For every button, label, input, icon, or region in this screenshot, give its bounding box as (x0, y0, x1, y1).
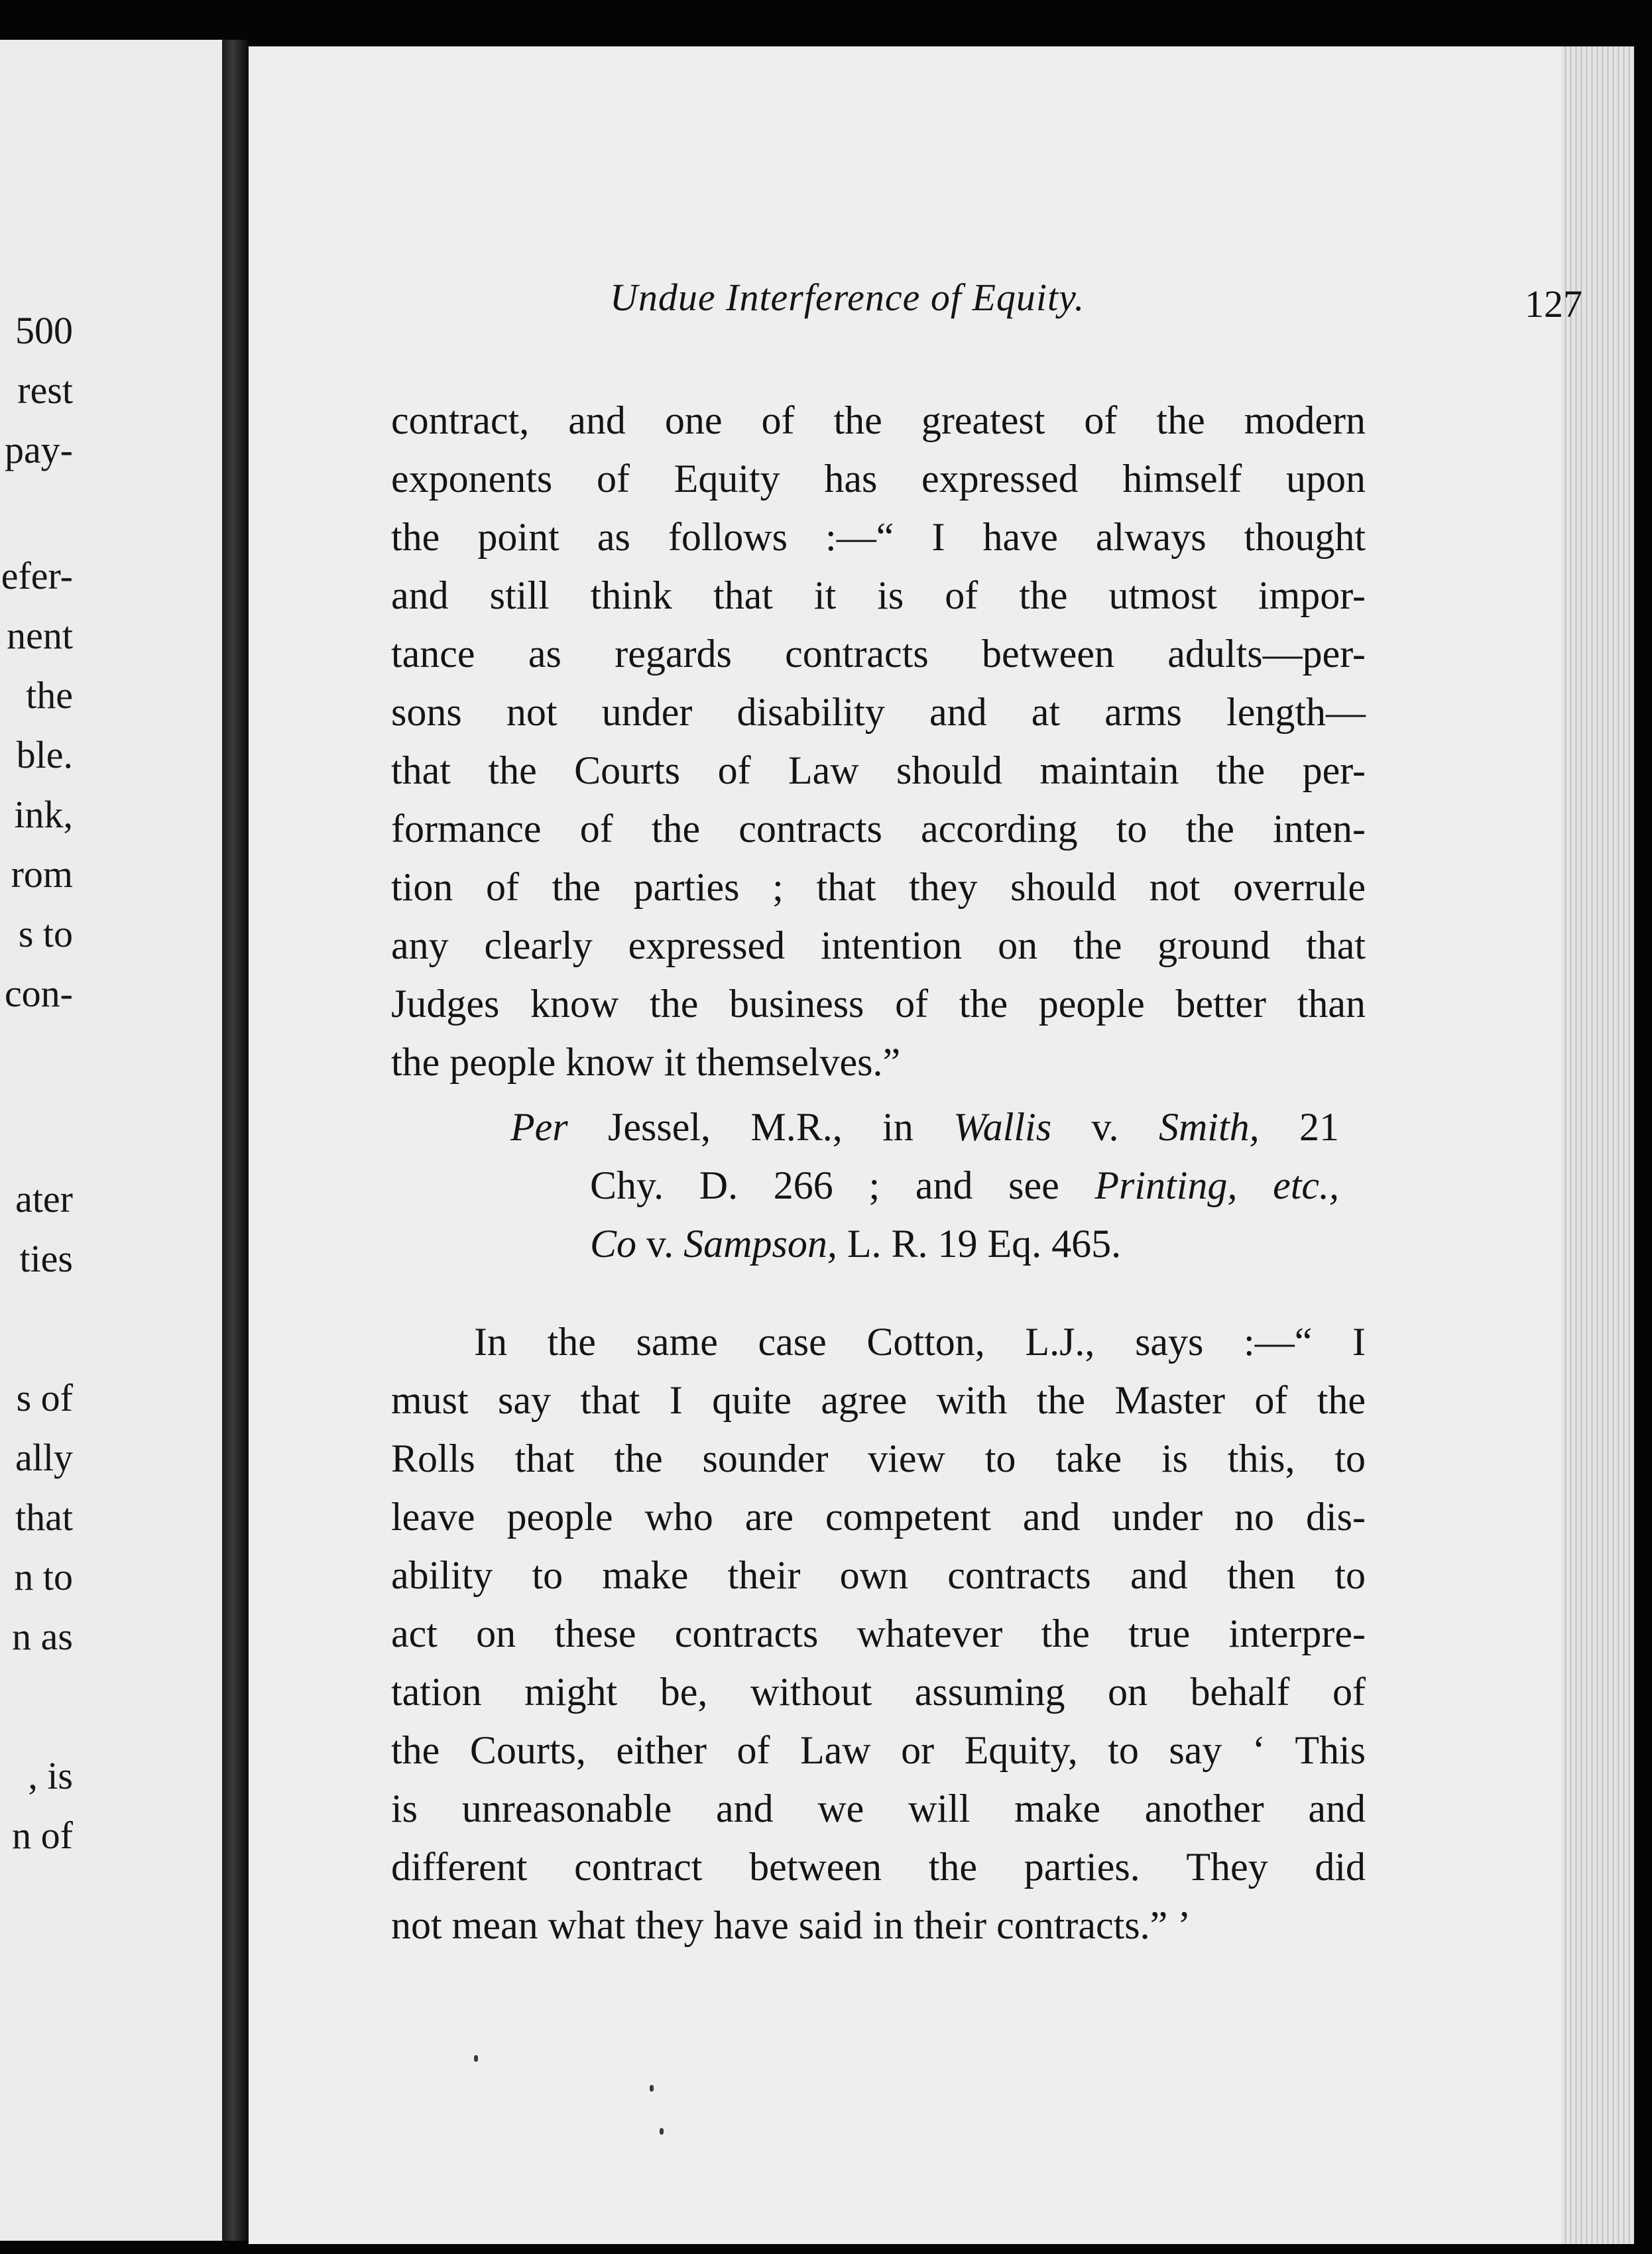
facing-page-fragment: rom (11, 853, 73, 896)
facing-page-text (0, 40, 222, 2241)
text-line: In the same case Cotton, L.J., says :—“ I (474, 1320, 1366, 1364)
text-line: ability to make their own contracts and then to (391, 1553, 1366, 1597)
facing-page-fragment: s to (18, 912, 73, 955)
text-line: tion of the parties ; that they should not overrule (391, 865, 1366, 909)
facing-page-fragment: that (15, 1496, 73, 1539)
facing-page-fragment: ink, (14, 793, 73, 836)
body-text (391, 391, 1631, 1954)
text-line: Chy. D. 266 ; and see Printing, etc., (590, 1163, 1340, 1207)
text-line: the people know it themselves.” (391, 1040, 901, 1084)
text-line: that the Courts of Law should maintain the per- (391, 748, 1366, 792)
text-line: sons not under disability and at arms length— (391, 690, 1366, 734)
facing-page-fragment: n of (12, 1814, 73, 1857)
facing-page-fragment: n as (12, 1615, 73, 1658)
running-head (610, 275, 1624, 335)
text-line: and still think that it is of the utmost impor- (391, 573, 1366, 617)
text-line: tation might be, without assuming on behalf of (391, 1670, 1366, 1714)
facing-page-fragment: ties (19, 1237, 73, 1280)
book-gutter (222, 40, 249, 2241)
text-line: not mean what they have said in their contracts.” ’ (391, 1903, 1191, 1947)
page-number: 127 (1525, 282, 1582, 326)
text-line: Per Jessel, M.R., in Wallis v. Smith, 21 (510, 1105, 1340, 1149)
paragraph-1 (391, 391, 1631, 1091)
facing-page-fragment: n to (14, 1555, 73, 1598)
text-line: Rolls that the sounder view to take is this, to (391, 1437, 1366, 1480)
book-page (249, 46, 1634, 2244)
paragraph-gap (391, 1273, 1631, 1313)
text-line: act on these contracts whatever the true interpre- (391, 1612, 1366, 1655)
facing-page-fragment: rest (17, 369, 73, 412)
text-line: the point as follows :—“ I have always thought (391, 515, 1366, 559)
facing-page-fragment: ally (15, 1436, 73, 1479)
facing-page-fragment: ater (15, 1177, 73, 1220)
text-line: different contract between the parties. They did (391, 1845, 1366, 1889)
paragraph-2 (391, 1313, 1631, 1954)
facing-page (0, 40, 222, 2241)
text-line: must say that I quite agree with the Master of the (391, 1378, 1366, 1422)
text-line: Co v. Sampson, L. R. 19 Eq. 465. (590, 1222, 1122, 1266)
text-line: leave people who are competent and under no dis- (391, 1495, 1366, 1539)
facing-page-fragment: efer- (1, 554, 73, 597)
text-line: Judges know the business of the people better than (391, 982, 1366, 1026)
text-line: the Courts, either of Law or Equity, to say ‘ This (391, 1728, 1366, 1772)
facing-page-fragment: con- (4, 972, 73, 1015)
text-line: tance as regards contracts between adults—per- (391, 632, 1366, 676)
facing-page-fragment: 500 (15, 309, 73, 352)
citation-block (510, 1098, 1631, 1273)
text-line: any clearly expressed intention on the ground that (391, 923, 1366, 967)
text-line: formance of the contracts according to the inten- (391, 807, 1366, 851)
facing-page-fragment: s of (16, 1376, 73, 1419)
facing-page-fragment: nent (7, 614, 73, 657)
facing-page-fragment: ble. (16, 733, 73, 776)
facing-page-fragment: the (26, 674, 73, 717)
facing-page-fragment: , is (28, 1754, 73, 1797)
facing-page-fragment: pay- (4, 428, 73, 471)
text-line: is unreasonable and we will make another and (391, 1787, 1366, 1830)
text-line: exponents of Equity has expressed himself upon (391, 457, 1366, 501)
running-title: Undue Interference of Equity. (610, 276, 1085, 319)
text-line: contract, and one of the greatest of the modern (391, 398, 1366, 442)
